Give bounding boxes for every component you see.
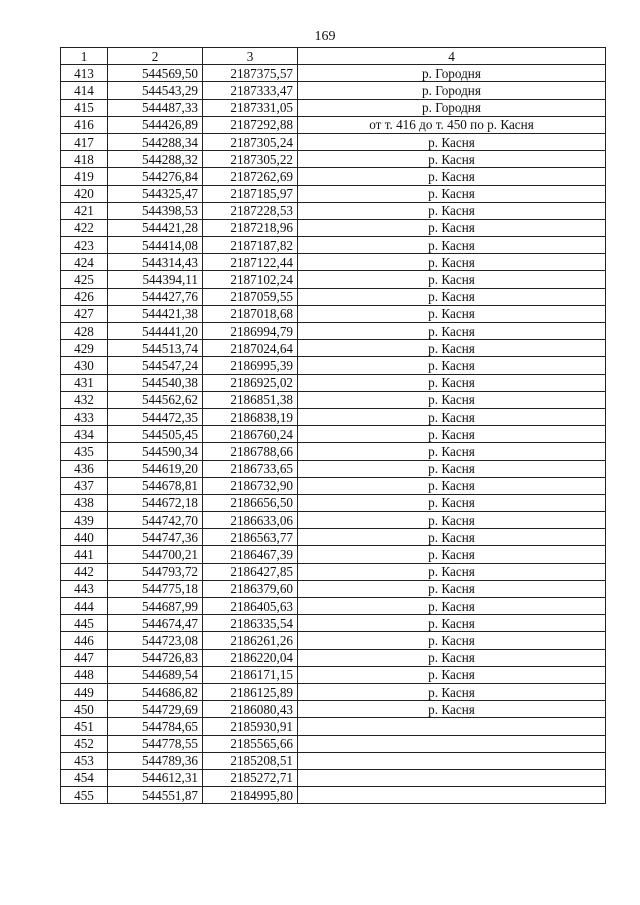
description-cell: р. Касня bbox=[298, 237, 606, 254]
table-row bbox=[61, 408, 606, 425]
table-row bbox=[61, 82, 606, 99]
table-row bbox=[61, 237, 606, 254]
table-row bbox=[61, 683, 606, 700]
table-row bbox=[61, 735, 606, 752]
table-row bbox=[61, 116, 606, 133]
y-coordinate-cell: 2187305,24 bbox=[203, 133, 298, 150]
description-cell: р. Касня bbox=[298, 683, 606, 700]
y-coordinate-cell: 2186788,66 bbox=[203, 443, 298, 460]
point-number-cell: 452 bbox=[61, 735, 108, 752]
point-number-cell: 418 bbox=[61, 151, 108, 168]
y-coordinate-cell: 2187331,05 bbox=[203, 99, 298, 116]
point-number-cell: 437 bbox=[61, 477, 108, 494]
description-cell: р. Касня bbox=[298, 323, 606, 340]
x-coordinate-cell: 544325,47 bbox=[108, 185, 203, 202]
description-cell: р. Касня bbox=[298, 426, 606, 443]
point-number-cell: 417 bbox=[61, 133, 108, 150]
description-cell: р. Касня bbox=[298, 305, 606, 322]
table-row bbox=[61, 598, 606, 615]
y-coordinate-cell: 2186925,02 bbox=[203, 374, 298, 391]
x-coordinate-cell: 544700,21 bbox=[108, 546, 203, 563]
description-cell: р. Касня bbox=[298, 666, 606, 683]
description-cell: р. Касня bbox=[298, 443, 606, 460]
y-coordinate-cell: 2187375,57 bbox=[203, 65, 298, 82]
point-number-cell: 433 bbox=[61, 408, 108, 425]
point-number-cell: 446 bbox=[61, 632, 108, 649]
y-coordinate-cell: 2186335,54 bbox=[203, 615, 298, 632]
table-row bbox=[61, 512, 606, 529]
point-number-cell: 439 bbox=[61, 512, 108, 529]
point-number-cell: 427 bbox=[61, 305, 108, 322]
table-row bbox=[61, 649, 606, 666]
point-number-cell: 438 bbox=[61, 494, 108, 511]
table-row bbox=[61, 323, 606, 340]
table-row bbox=[61, 219, 606, 236]
x-coordinate-cell: 544672,18 bbox=[108, 494, 203, 511]
point-number-cell: 423 bbox=[61, 237, 108, 254]
table-row bbox=[61, 168, 606, 185]
x-coordinate-cell: 544441,20 bbox=[108, 323, 203, 340]
x-coordinate-cell: 544547,24 bbox=[108, 357, 203, 374]
x-coordinate-cell: 544793,72 bbox=[108, 563, 203, 580]
table-row bbox=[61, 787, 606, 804]
point-number-cell: 413 bbox=[61, 65, 108, 82]
description-cell: р. Касня bbox=[298, 460, 606, 477]
table-row bbox=[61, 202, 606, 219]
table-row bbox=[61, 99, 606, 116]
y-coordinate-cell: 2186563,77 bbox=[203, 529, 298, 546]
table-row bbox=[61, 477, 606, 494]
table-row bbox=[61, 666, 606, 683]
x-coordinate-cell: 544288,32 bbox=[108, 151, 203, 168]
description-cell: р. Касня bbox=[298, 632, 606, 649]
y-coordinate-cell: 2187185,97 bbox=[203, 185, 298, 202]
description-cell: р. Касня bbox=[298, 271, 606, 288]
point-number-cell: 443 bbox=[61, 580, 108, 597]
description-cell: р. Касня bbox=[298, 615, 606, 632]
x-coordinate-cell: 544487,33 bbox=[108, 99, 203, 116]
column-header-3: 3 bbox=[203, 48, 298, 65]
table-row bbox=[61, 769, 606, 786]
description-cell bbox=[298, 752, 606, 769]
point-number-cell: 441 bbox=[61, 546, 108, 563]
x-coordinate-cell: 544398,53 bbox=[108, 202, 203, 219]
description-cell: р. Городня bbox=[298, 82, 606, 99]
table-header bbox=[61, 48, 606, 65]
table-row bbox=[61, 580, 606, 597]
point-number-cell: 436 bbox=[61, 460, 108, 477]
y-coordinate-cell: 2186379,60 bbox=[203, 580, 298, 597]
x-coordinate-cell: 544421,28 bbox=[108, 219, 203, 236]
x-coordinate-cell: 544686,82 bbox=[108, 683, 203, 700]
y-coordinate-cell: 2186656,50 bbox=[203, 494, 298, 511]
description-cell bbox=[298, 787, 606, 804]
y-coordinate-cell: 2186171,15 bbox=[203, 666, 298, 683]
point-number-cell: 429 bbox=[61, 340, 108, 357]
description-cell bbox=[298, 718, 606, 735]
description-cell: р. Касня bbox=[298, 133, 606, 150]
table-body bbox=[61, 65, 606, 804]
y-coordinate-cell: 2186467,39 bbox=[203, 546, 298, 563]
x-coordinate-cell: 544678,81 bbox=[108, 477, 203, 494]
table-row bbox=[61, 563, 606, 580]
x-coordinate-cell: 544314,43 bbox=[108, 254, 203, 271]
y-coordinate-cell: 2187218,96 bbox=[203, 219, 298, 236]
x-coordinate-cell: 544723,08 bbox=[108, 632, 203, 649]
x-coordinate-cell: 544414,08 bbox=[108, 237, 203, 254]
coordinates-table bbox=[60, 47, 606, 804]
description-cell: р. Касня bbox=[298, 494, 606, 511]
description-cell: р. Касня bbox=[298, 529, 606, 546]
x-coordinate-cell: 544742,70 bbox=[108, 512, 203, 529]
y-coordinate-cell: 2185565,66 bbox=[203, 735, 298, 752]
table-row bbox=[61, 443, 606, 460]
x-coordinate-cell: 544543,29 bbox=[108, 82, 203, 99]
description-cell: р. Касня bbox=[298, 340, 606, 357]
description-cell: от т. 416 до т. 450 по р. Касня bbox=[298, 116, 606, 133]
y-coordinate-cell: 2186760,24 bbox=[203, 426, 298, 443]
y-coordinate-cell: 2186633,06 bbox=[203, 512, 298, 529]
y-coordinate-cell: 2186732,90 bbox=[203, 477, 298, 494]
x-coordinate-cell: 544789,36 bbox=[108, 752, 203, 769]
table-row bbox=[61, 632, 606, 649]
y-coordinate-cell: 2186838,19 bbox=[203, 408, 298, 425]
point-number-cell: 425 bbox=[61, 271, 108, 288]
point-number-cell: 428 bbox=[61, 323, 108, 340]
table-row bbox=[61, 185, 606, 202]
description-cell bbox=[298, 769, 606, 786]
y-coordinate-cell: 2186851,38 bbox=[203, 391, 298, 408]
description-cell: р. Касня bbox=[298, 649, 606, 666]
y-coordinate-cell: 2184995,80 bbox=[203, 787, 298, 804]
y-coordinate-cell: 2186994,79 bbox=[203, 323, 298, 340]
y-coordinate-cell: 2186125,89 bbox=[203, 683, 298, 700]
y-coordinate-cell: 2187102,24 bbox=[203, 271, 298, 288]
point-number-cell: 442 bbox=[61, 563, 108, 580]
y-coordinate-cell: 2185930,91 bbox=[203, 718, 298, 735]
x-coordinate-cell: 544551,87 bbox=[108, 787, 203, 804]
description-cell: р. Касня bbox=[298, 546, 606, 563]
point-number-cell: 435 bbox=[61, 443, 108, 460]
point-number-cell: 451 bbox=[61, 718, 108, 735]
description-cell: р. Касня bbox=[298, 185, 606, 202]
x-coordinate-cell: 544619,20 bbox=[108, 460, 203, 477]
table-row bbox=[61, 718, 606, 735]
description-cell: р. Касня bbox=[298, 477, 606, 494]
column-header-1: 1 bbox=[61, 48, 108, 65]
table-row bbox=[61, 65, 606, 82]
table-row bbox=[61, 254, 606, 271]
table-row bbox=[61, 752, 606, 769]
y-coordinate-cell: 2186080,43 bbox=[203, 701, 298, 718]
point-number-cell: 432 bbox=[61, 391, 108, 408]
x-coordinate-cell: 544394,11 bbox=[108, 271, 203, 288]
header-row bbox=[61, 48, 606, 65]
column-header-4: 4 bbox=[298, 48, 606, 65]
y-coordinate-cell: 2186733,65 bbox=[203, 460, 298, 477]
table-row bbox=[61, 494, 606, 511]
column-header-2: 2 bbox=[108, 48, 203, 65]
description-cell: р. Касня bbox=[298, 254, 606, 271]
y-coordinate-cell: 2185208,51 bbox=[203, 752, 298, 769]
x-coordinate-cell: 544540,38 bbox=[108, 374, 203, 391]
x-coordinate-cell: 544784,65 bbox=[108, 718, 203, 735]
x-coordinate-cell: 544426,89 bbox=[108, 116, 203, 133]
x-coordinate-cell: 544747,36 bbox=[108, 529, 203, 546]
point-number-cell: 431 bbox=[61, 374, 108, 391]
description-cell: р. Касня bbox=[298, 580, 606, 597]
point-number-cell: 430 bbox=[61, 357, 108, 374]
point-number-cell: 447 bbox=[61, 649, 108, 666]
description-cell: р. Касня bbox=[298, 408, 606, 425]
table-row bbox=[61, 391, 606, 408]
y-coordinate-cell: 2187292,88 bbox=[203, 116, 298, 133]
point-number-cell: 414 bbox=[61, 82, 108, 99]
description-cell: р. Касня bbox=[298, 598, 606, 615]
point-number-cell: 419 bbox=[61, 168, 108, 185]
description-cell: р. Касня bbox=[298, 219, 606, 236]
page-number: 169 bbox=[314, 29, 336, 44]
description-cell bbox=[298, 735, 606, 752]
y-coordinate-cell: 2187262,69 bbox=[203, 168, 298, 185]
point-number-cell: 449 bbox=[61, 683, 108, 700]
x-coordinate-cell: 544674,47 bbox=[108, 615, 203, 632]
table-row bbox=[61, 529, 606, 546]
description-cell: р. Касня bbox=[298, 151, 606, 168]
description-cell: р. Касня bbox=[298, 512, 606, 529]
table-row bbox=[61, 374, 606, 391]
description-cell: р. Касня bbox=[298, 391, 606, 408]
table-row bbox=[61, 133, 606, 150]
description-cell: р. Касня bbox=[298, 701, 606, 718]
description-cell: р. Городня bbox=[298, 65, 606, 82]
y-coordinate-cell: 2187333,47 bbox=[203, 82, 298, 99]
y-coordinate-cell: 2186405,63 bbox=[203, 598, 298, 615]
point-number-cell: 415 bbox=[61, 99, 108, 116]
point-number-cell: 453 bbox=[61, 752, 108, 769]
point-number-cell: 422 bbox=[61, 219, 108, 236]
point-number-cell: 440 bbox=[61, 529, 108, 546]
y-coordinate-cell: 2186427,85 bbox=[203, 563, 298, 580]
x-coordinate-cell: 544775,18 bbox=[108, 580, 203, 597]
y-coordinate-cell: 2186261,26 bbox=[203, 632, 298, 649]
x-coordinate-cell: 544729,69 bbox=[108, 701, 203, 718]
y-coordinate-cell: 2187024,64 bbox=[203, 340, 298, 357]
table-row bbox=[61, 288, 606, 305]
point-number-cell: 426 bbox=[61, 288, 108, 305]
x-coordinate-cell: 544288,34 bbox=[108, 133, 203, 150]
table-row bbox=[61, 271, 606, 288]
table-row bbox=[61, 357, 606, 374]
x-coordinate-cell: 544612,31 bbox=[108, 769, 203, 786]
point-number-cell: 424 bbox=[61, 254, 108, 271]
y-coordinate-cell: 2185272,71 bbox=[203, 769, 298, 786]
table-row bbox=[61, 615, 606, 632]
table-row bbox=[61, 546, 606, 563]
table-row bbox=[61, 701, 606, 718]
table-row bbox=[61, 460, 606, 477]
x-coordinate-cell: 544472,35 bbox=[108, 408, 203, 425]
y-coordinate-cell: 2186220,04 bbox=[203, 649, 298, 666]
y-coordinate-cell: 2187228,53 bbox=[203, 202, 298, 219]
description-cell: р. Касня bbox=[298, 288, 606, 305]
x-coordinate-cell: 544276,84 bbox=[108, 168, 203, 185]
y-coordinate-cell: 2187305,22 bbox=[203, 151, 298, 168]
y-coordinate-cell: 2187187,82 bbox=[203, 237, 298, 254]
description-cell: р. Городня bbox=[298, 99, 606, 116]
table-row bbox=[61, 151, 606, 168]
x-coordinate-cell: 544726,83 bbox=[108, 649, 203, 666]
x-coordinate-cell: 544513,74 bbox=[108, 340, 203, 357]
point-number-cell: 420 bbox=[61, 185, 108, 202]
x-coordinate-cell: 544687,99 bbox=[108, 598, 203, 615]
y-coordinate-cell: 2187059,55 bbox=[203, 288, 298, 305]
point-number-cell: 421 bbox=[61, 202, 108, 219]
table-row bbox=[61, 340, 606, 357]
x-coordinate-cell: 544778,55 bbox=[108, 735, 203, 752]
table-row bbox=[61, 305, 606, 322]
x-coordinate-cell: 544590,34 bbox=[108, 443, 203, 460]
x-coordinate-cell: 544562,62 bbox=[108, 391, 203, 408]
point-number-cell: 455 bbox=[61, 787, 108, 804]
description-cell: р. Касня bbox=[298, 374, 606, 391]
y-coordinate-cell: 2187122,44 bbox=[203, 254, 298, 271]
point-number-cell: 434 bbox=[61, 426, 108, 443]
x-coordinate-cell: 544689,54 bbox=[108, 666, 203, 683]
x-coordinate-cell: 544421,38 bbox=[108, 305, 203, 322]
description-cell: р. Касня bbox=[298, 563, 606, 580]
description-cell: р. Касня bbox=[298, 202, 606, 219]
x-coordinate-cell: 544505,45 bbox=[108, 426, 203, 443]
point-number-cell: 416 bbox=[61, 116, 108, 133]
y-coordinate-cell: 2186995,39 bbox=[203, 357, 298, 374]
point-number-cell: 454 bbox=[61, 769, 108, 786]
point-number-cell: 450 bbox=[61, 701, 108, 718]
y-coordinate-cell: 2187018,68 bbox=[203, 305, 298, 322]
x-coordinate-cell: 544427,76 bbox=[108, 288, 203, 305]
description-cell: р. Касня bbox=[298, 168, 606, 185]
table-row bbox=[61, 426, 606, 443]
description-cell: р. Касня bbox=[298, 357, 606, 374]
x-coordinate-cell: 544569,50 bbox=[108, 65, 203, 82]
point-number-cell: 444 bbox=[61, 598, 108, 615]
point-number-cell: 445 bbox=[61, 615, 108, 632]
point-number-cell: 448 bbox=[61, 666, 108, 683]
